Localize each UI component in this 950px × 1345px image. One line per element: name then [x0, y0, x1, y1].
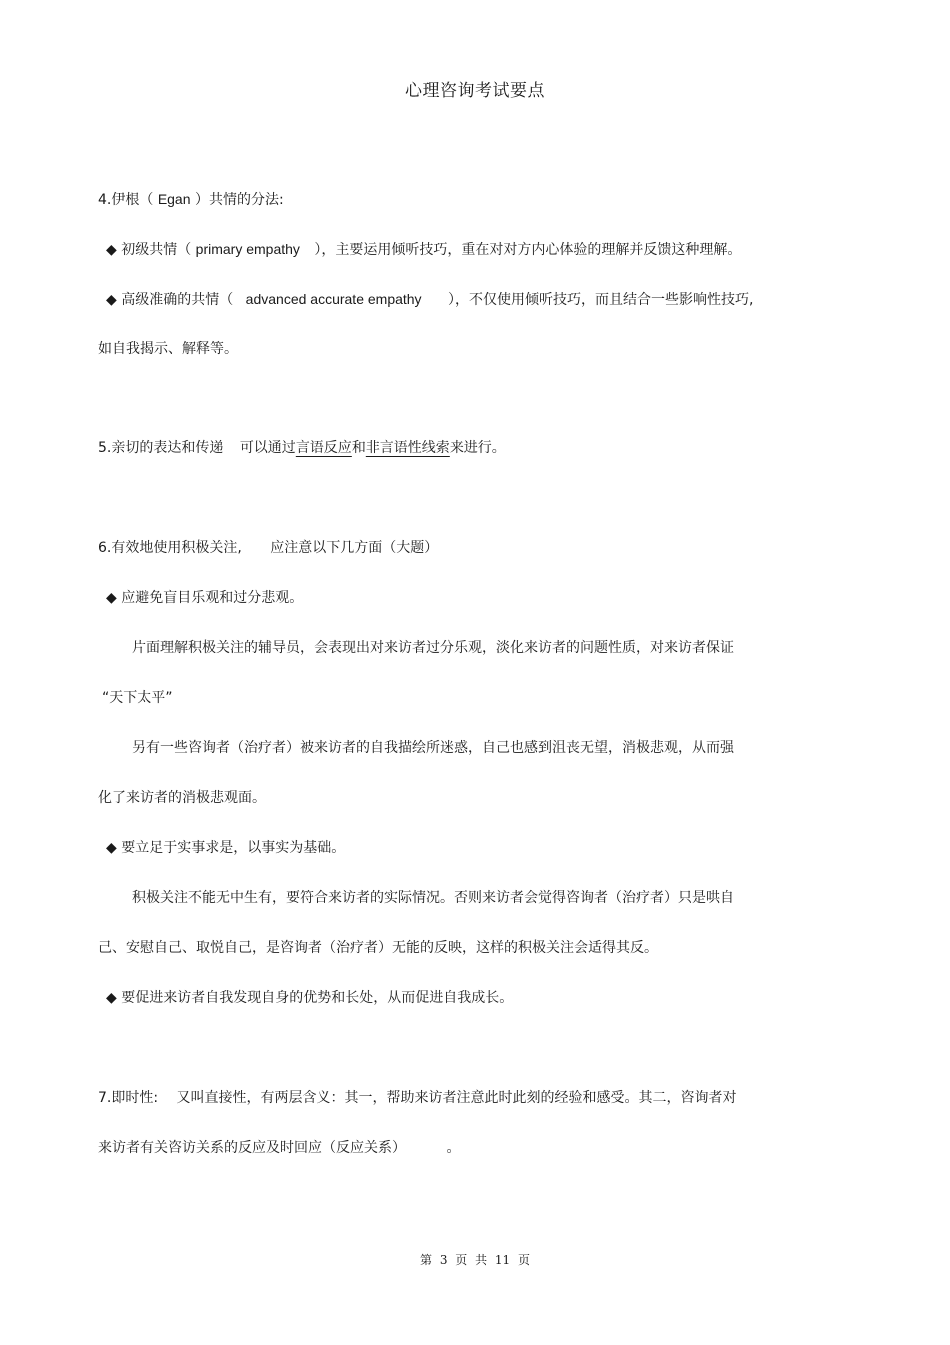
section-6-paragraph-3-continuation: 己、安慰自己、取悦自己，是咨询者（治疗者）无能的反映，这样的积极关注会适得其反。: [98, 940, 658, 956]
nonverbal-cues-underlined: 非言语性线索: [365, 440, 450, 456]
section-4-heading-en: Egan: [157, 191, 191, 207]
section-4-bullet-2: [106, 288, 753, 311]
section-5-part-d: 来进行。: [449, 440, 506, 456]
section-7-cont-part-b: 。: [446, 1140, 461, 1156]
verbal-response-underlined: 言语反应: [295, 440, 352, 456]
section-7-part-a: 7.即时性:: [98, 1090, 159, 1106]
section-4-bullet-1: [106, 238, 741, 261]
section-6-heading: [98, 537, 438, 559]
section-6-bullet-3: ◆ 要促进来访者自我发现自身的优势和长处，从而促进自我成长。: [106, 990, 514, 1006]
section-5-part-c: 和: [351, 440, 366, 456]
section-4-heading-part-a: 4.伊根（: [98, 192, 154, 208]
section-4-heading-part-b: ）共情的分法:: [194, 192, 284, 208]
section-5-part-b: 可以通过: [239, 440, 296, 456]
section-6-bullet-2: ◆ 要立足于实事求是，以事实为基础。: [106, 840, 346, 856]
bullet-2-part-a: ◆ 高级准确的共情（: [106, 292, 234, 308]
section-6-heading-part-a: 6.有效地使用积极关注,: [98, 540, 242, 556]
section-6-paragraph-1-continuation: “天下太平”: [102, 690, 173, 706]
bullet-1-en: primary empathy: [195, 241, 300, 257]
bullet-2-en: advanced accurate empathy: [245, 291, 422, 307]
page-title: 心理咨询考试要点: [405, 81, 545, 101]
section-5-line: [98, 437, 506, 459]
section-5-part-a: 5.亲切的表达和传递: [98, 440, 224, 456]
section-6-paragraph-1: 片面理解积极关注的辅导员，会表现出对来访者过分乐观，淡化来访者的问题性质，对来访者保证: [132, 640, 734, 656]
section-7-continuation: [98, 1137, 460, 1159]
page-footer: 第 3 页 共 11 页: [420, 1253, 530, 1267]
bullet-2-part-b: ），不仅使用倾听技巧，而且结合一些影响性技巧,: [448, 292, 754, 308]
bullet-1-part-b: ），主要运用倾听技巧，重在对对方内心体验的理解并反馈这种理解。: [314, 242, 742, 258]
section-7-part-b: 又叫直接性，有两层含义：其一，帮助来访者注意此时此刻的经验和感受。其二，咨询者对: [176, 1090, 737, 1106]
section-6-paragraph-2: 另有一些咨询者（治疗者）被来访者的自我描绘所迷惑，自己也感到沮丧无望，消极悲观，从而强: [132, 740, 734, 756]
section-7-cont-part-a: 来访者有关咨访关系的反应及时回应（反应关系）: [98, 1140, 406, 1156]
section-4-bullet-2-continuation: 如自我揭示、解释等。: [98, 341, 238, 357]
section-7-line: [98, 1087, 737, 1109]
section-6-paragraph-3: 积极关注不能无中生有，要符合来访者的实际情况。否则来访者会觉得咨询者（治疗者）只是哄自: [132, 890, 734, 906]
bullet-1-part-a: ◆ 初级共情（: [106, 242, 192, 258]
section-6-paragraph-2-continuation: 化了来访者的消极悲观面。: [98, 790, 266, 806]
section-4-heading: [98, 188, 284, 211]
section-6-bullet-1: ◆ 应避免盲目乐观和过分悲观。: [106, 590, 304, 606]
section-6-heading-part-b: 应注意以下几方面（大题）: [270, 540, 439, 556]
